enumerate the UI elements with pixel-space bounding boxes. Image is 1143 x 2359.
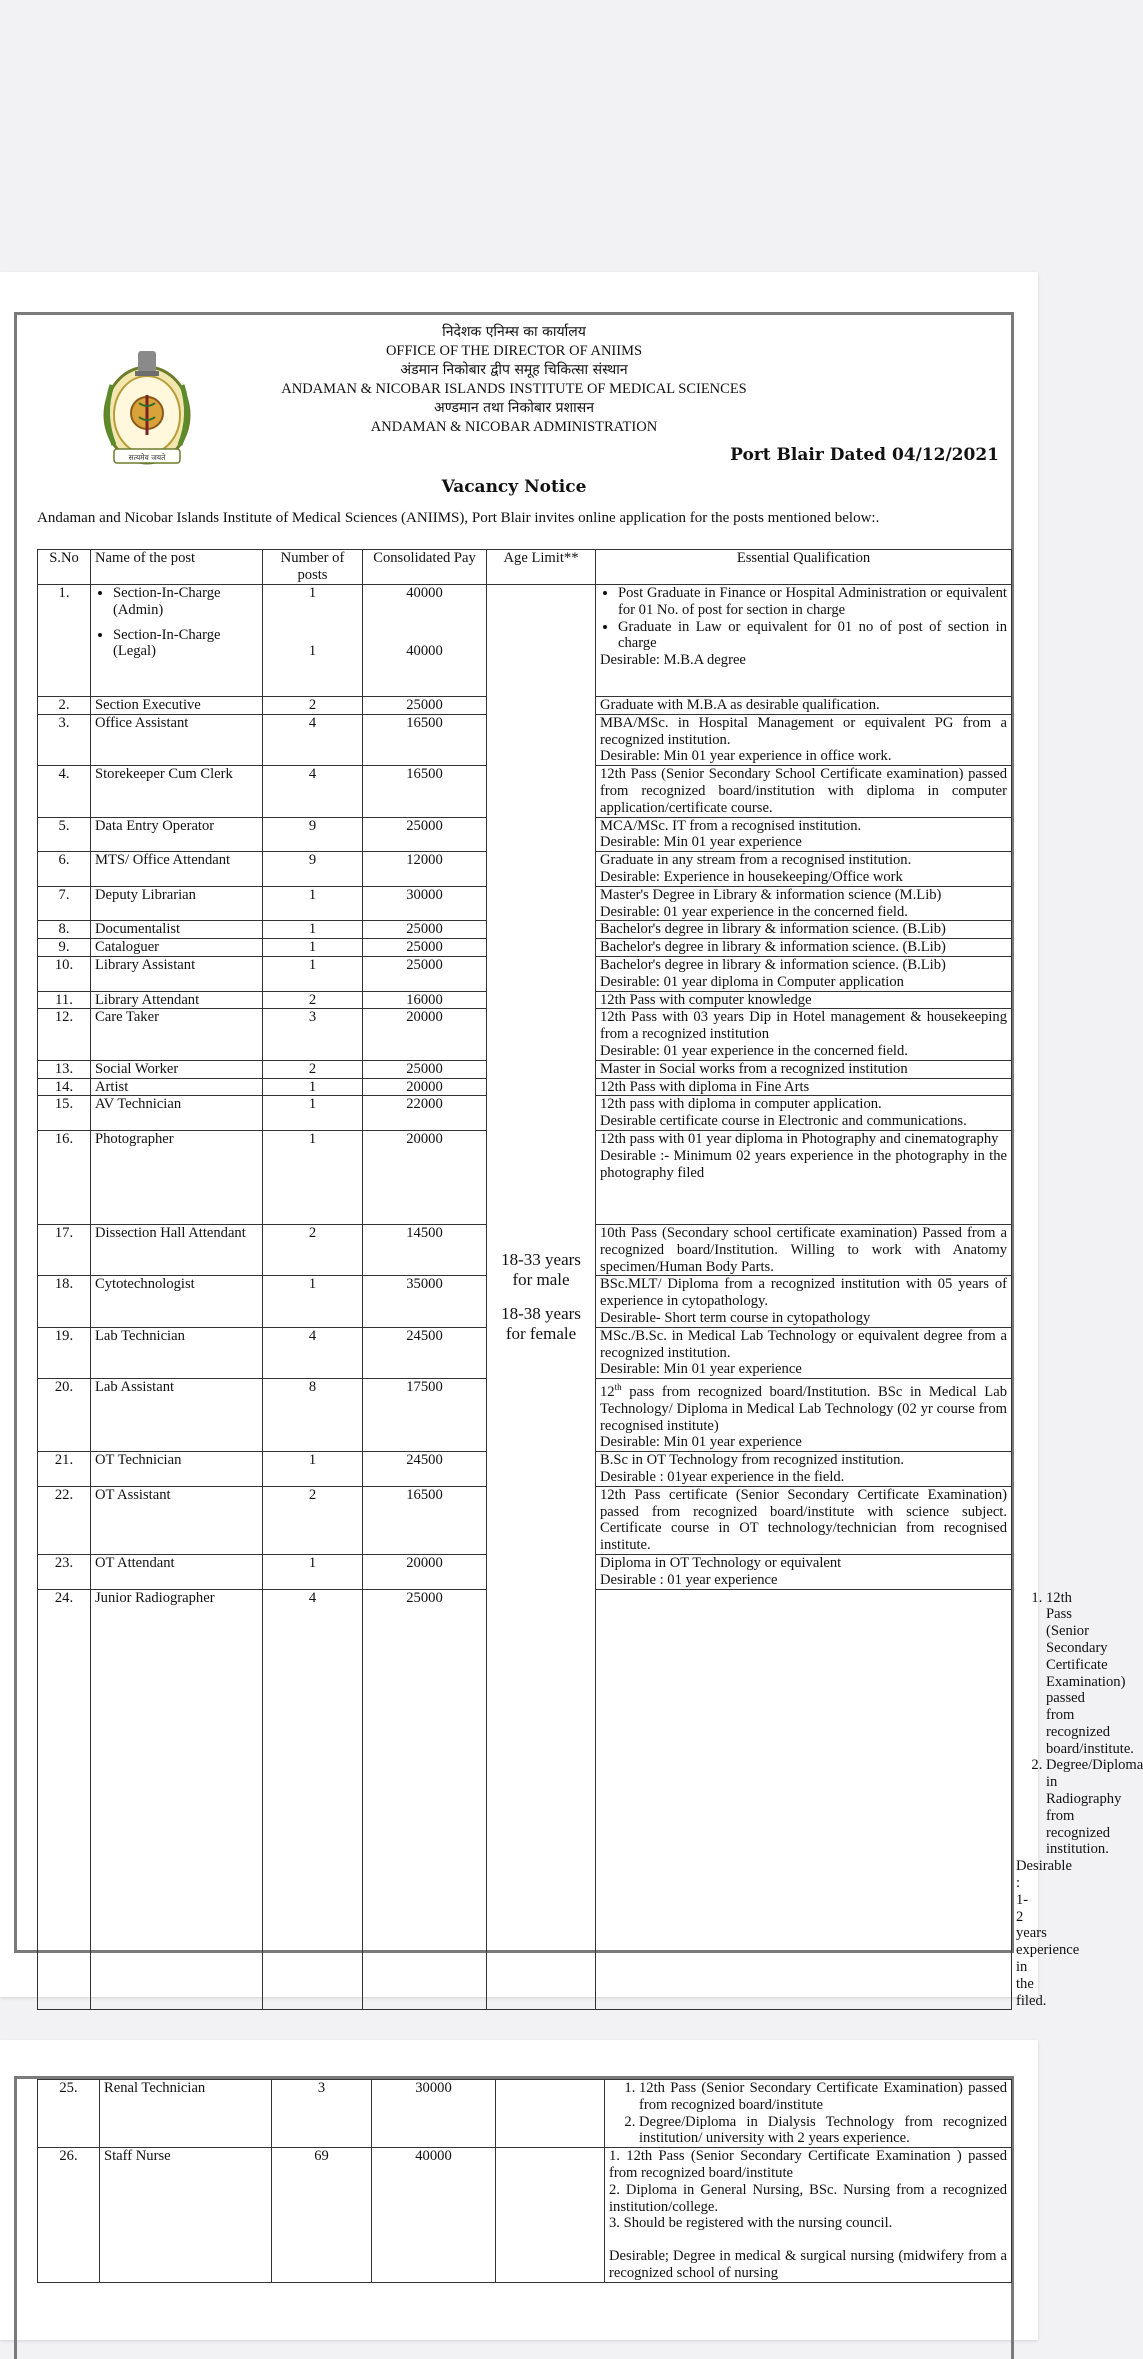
cell-pay: 20000	[363, 1009, 487, 1060]
cell-sno: 19.	[38, 1327, 91, 1378]
qualification-number: 12	[600, 1383, 615, 1400]
date-line: Port Blair Dated 04/12/2021	[730, 445, 999, 465]
cell-number: 2	[263, 697, 363, 715]
administration-hindi: अण्डमान तथा निकोबार प्रशासन	[434, 400, 594, 416]
cell-qualification: Graduate with M.B.A as desirable qualification.	[596, 697, 1012, 715]
qualification-text: Desirable certificate course in Electronic and communications.	[600, 1113, 967, 1130]
cell-pay: 20000	[363, 1554, 487, 1589]
qualification-text: 1. 12th Pass (Senior Secondary Certificate Examination) passed from recognized board/institute	[639, 2080, 1007, 2114]
cell-post: Renal Technician	[100, 2080, 272, 2148]
post-name: • Section-In-Charge (Admin)	[113, 585, 258, 619]
qualification-text: 3. Should be registered with the nursing council.	[609, 2215, 893, 2232]
cell-post: Storekeeper Cum Clerk	[91, 766, 263, 817]
cell-sno: 7.	[38, 886, 91, 921]
cell-pay: 16500	[363, 1486, 487, 1554]
cell-qualification: 12th Pass (Senior Secondary School Certificate examination) passed from recognized board/institution with diploma in computer application/certificate course.	[596, 766, 1012, 817]
table-row	[38, 2080, 1012, 2148]
cell-pay: 16500	[363, 714, 487, 765]
qualification-text: Desirable: 01 year diploma in Computer application	[600, 973, 904, 990]
cell-qualification	[596, 1276, 1012, 1327]
cell-pay: 25000	[363, 817, 487, 852]
qualification-text: Bachelor's degree in library & information science. (B.Lib)	[600, 956, 946, 973]
cell-qualification	[596, 1452, 1012, 1487]
cell-sno: 22.	[38, 1486, 91, 1554]
cell-qualification	[596, 1327, 1012, 1378]
cell-pay: 30000	[363, 886, 487, 921]
cell-qualification	[596, 817, 1012, 852]
cell-number: 1	[263, 1554, 363, 1589]
office-hindi: निदेशक एनिम्स का कार्यालय	[442, 324, 586, 340]
cell-number: 9	[263, 852, 363, 887]
cell-number: 1	[263, 1452, 363, 1487]
cell-post: Artist	[91, 1078, 263, 1096]
post-name: • Section-In-Charge (Legal)	[113, 627, 258, 661]
qualification-superscript: th	[614, 1382, 622, 1393]
cell-sno: 25.	[38, 2080, 100, 2148]
cell-sno: 3.	[38, 714, 91, 765]
qualification-text: Desirable : 01 year experience	[600, 1571, 778, 1588]
cell-pay: 25000	[363, 1589, 487, 2010]
cell-post: Section Executive	[91, 697, 263, 715]
qualification-text: pass from recognized board/Institution. BSc in Medical Lab Technology/ Diploma in Medical Lab Technology (02 yr course from recognised institute)	[600, 1383, 1007, 1434]
qualification-text: • Post Graduate in Finance or Hospital Administration or equivalent for 01 No. of post for section in charge	[618, 585, 1007, 619]
col-header-number: Number of posts	[263, 550, 363, 585]
qualification-text: Desirable- Short term course in cytopathology	[600, 1309, 871, 1326]
pay-value: 40000	[406, 585, 443, 601]
cell-pay: 25000	[363, 921, 487, 939]
cell-number: 1	[263, 886, 363, 921]
cell-number: 2	[263, 1060, 363, 1078]
cell-qualification	[596, 1554, 1012, 1589]
qualification-text: Desirable: M.B.A degree	[600, 652, 746, 669]
table-row	[38, 2148, 1012, 2283]
cell-qualification: 10th Pass (Secondary school certificate examination) Passed from a recognized board/Institution. Willing to work with Anatomy specimen/Human Body Parts.	[596, 1224, 1012, 1275]
cell-pay: 20000	[363, 1078, 487, 1096]
qualification-text: 12th pass with diploma in computer application.	[600, 1096, 882, 1113]
cell-number: 2	[263, 1486, 363, 1554]
cell-qualification	[596, 1096, 1012, 1131]
document-frame	[14, 312, 1143, 2009]
cell-qualification	[596, 886, 1012, 921]
cell-post: Dissection Hall Attendant	[91, 1224, 263, 1275]
cell-pay: 35000	[363, 1276, 487, 1327]
cell-post: Deputy Librarian	[91, 886, 263, 921]
cell-number: 1	[263, 1078, 363, 1096]
cell-post: OT Technician	[91, 1452, 263, 1487]
cell-post: Lab Technician	[91, 1327, 263, 1378]
cell-post: OT Attendant	[91, 1554, 263, 1589]
pay-value: 40000	[406, 642, 443, 659]
qualification-text: B.Sc in OT Technology from recognized institution.	[600, 1452, 905, 1469]
cell-post	[91, 585, 263, 697]
cell-post: Photographer	[91, 1130, 263, 1224]
cell-qualification: Bachelor's degree in library & information science. (B.Lib)	[596, 939, 1012, 957]
cell-qualification	[596, 956, 1012, 991]
cell-number: 1	[263, 1130, 363, 1224]
cell-qualification: Master in Social works from a recognized institution	[596, 1060, 1012, 1078]
cell-pay	[363, 585, 487, 697]
cell-sno: 6.	[38, 852, 91, 887]
cell-number: 1	[263, 1096, 363, 1131]
qualification-text: Desirable : 01year experience in the field.	[600, 1468, 845, 1485]
cell-number: 3	[272, 2080, 372, 2148]
office-english: OFFICE OF THE DIRECTOR OF ANIIMS	[385, 343, 643, 359]
cell-number: 2	[263, 991, 363, 1009]
cell-pay: 24500	[363, 1327, 487, 1378]
cell-sno: 18.	[38, 1276, 91, 1327]
notice-title: Vacancy Notice	[441, 477, 587, 497]
cell-pay: 30000	[372, 2080, 496, 2148]
cell-pay: 25000	[363, 956, 487, 991]
cell-pay: 16000	[363, 991, 487, 1009]
cell-sno: 20.	[38, 1379, 91, 1452]
page-2	[0, 2040, 1038, 2340]
cell-post: AV Technician	[91, 1096, 263, 1131]
cell-qualification	[596, 585, 1012, 697]
cell-sno: 15.	[38, 1096, 91, 1131]
institute-hindi: अंडमान निकोबार द्वीप समूह चिकित्सा संस्थान	[400, 362, 628, 378]
age-female: 18-38 years for female	[501, 1304, 581, 1344]
qualification-text: Desirable :- Minimum 02 years experience in the photography in the photography filed	[600, 1147, 1007, 1181]
cell-post: Care Taker	[91, 1009, 263, 1060]
cell-number: 4	[263, 1327, 363, 1378]
qualification-text: Desirable: Min 01 year experience in office work.	[600, 748, 892, 765]
cell-pay: 12000	[363, 852, 487, 887]
cell-number: 3	[263, 1009, 363, 1060]
cell-post: Junior Radiographer	[91, 1589, 263, 2010]
post-count: 1	[308, 585, 317, 601]
cell-number: 1	[263, 921, 363, 939]
col-header-sno: S.No	[38, 550, 91, 585]
cell-qualification: Bachelor's degree in library & information science. (B.Lib)	[596, 921, 1012, 939]
cell-post: Library Assistant	[91, 956, 263, 991]
administration-english: ANDAMAN & NICOBAR ADMINISTRATION	[370, 419, 658, 435]
cell-pay: 16500	[363, 766, 487, 817]
cell-sno: 21.	[38, 1452, 91, 1487]
cell-sno: 4.	[38, 766, 91, 817]
letterhead	[17, 323, 1011, 437]
intro-paragraph: Andaman and Nicobar Islands Institute of Medical Sciences (ANIIMS), Port Blair invites online application for the posts mentioned below:.	[37, 510, 880, 526]
document-frame	[14, 2076, 1014, 2359]
cell-pay: 22000	[363, 1096, 487, 1131]
cell-post: Office Assistant	[91, 714, 263, 765]
cell-number: 2	[263, 1224, 363, 1275]
qualification-text: BSc.MLT/ Diploma from a recognized institution with 05 years of experience in cytopathology.	[600, 1276, 1007, 1310]
col-header-qualification: Essential Qualification	[596, 550, 1012, 585]
qualification-text: 2. Diploma in General Nursing, BSc. Nursing from a recognized institution/college.	[609, 2181, 1007, 2215]
qualification-text: Desirable: Min 01 year experience	[600, 1361, 802, 1378]
cell-sno: 14.	[38, 1078, 91, 1096]
cell-post: Documentalist	[91, 921, 263, 939]
cell-sno: 5.	[38, 817, 91, 852]
logo-motto: सत्यमेव जयते	[128, 453, 166, 462]
qualification-text: Graduate in any stream from a recognised institution.	[600, 852, 912, 869]
qualification-text: Desirable: Experience in housekeeping/Office work	[600, 868, 903, 885]
cell-post: Data Entry Operator	[91, 817, 263, 852]
cell-sno: 11.	[38, 991, 91, 1009]
cell-number: 4	[263, 1589, 363, 2010]
cell-post: MTS/ Office Attendant	[91, 852, 263, 887]
cell-pay: 17500	[363, 1379, 487, 1452]
cell-qualification	[596, 1009, 1012, 1060]
qualification-text: MBA/MSc. in Hospital Management or equivalent PG from a recognized institution.	[600, 714, 1007, 748]
cell-qualification	[605, 2080, 1012, 2148]
vacancy-table	[37, 549, 1143, 2010]
table-row: 24. Junior Radiographer 4 25000 12th Pass (Senior Secondary Certificate Examination) passed from recognized board/institute. Degree/Diploma in Radiography from recognized institution. Desirable : 1-2 years experience in the filed.	[38, 1589, 1012, 2010]
cell-sno: 13.	[38, 1060, 91, 1078]
cell-number	[263, 585, 363, 697]
cell-number: 1	[263, 1276, 363, 1327]
qualification-text: MCA/MSc. IT from a recognised institution.	[600, 817, 862, 834]
cell-sno: 26.	[38, 2148, 100, 2283]
cell-sno: 1.	[38, 585, 91, 697]
cell-sno: 16.	[38, 1130, 91, 1224]
cell-qualification	[596, 852, 1012, 887]
cell-number: 8	[263, 1379, 363, 1452]
page-1	[0, 272, 1143, 2009]
cell-pay: 25000	[363, 697, 487, 715]
table-row	[38, 585, 1012, 697]
qualification-text: 12th Pass with 03 years Dip in Hotel management & housekeeping from a recognized institution	[600, 1009, 1007, 1043]
cell-qualification	[596, 1379, 1012, 1452]
cell-pay: 25000	[363, 939, 487, 957]
cell-sno: 2.	[38, 697, 91, 715]
cell-sno: 12.	[38, 1009, 91, 1060]
cell-pay: 24500	[363, 1452, 487, 1487]
cell-post: Library Attendant	[91, 991, 263, 1009]
cell-qualification	[596, 714, 1012, 765]
cell-number: 4	[263, 766, 363, 817]
cell-post: Staff Nurse	[100, 2148, 272, 2283]
qualification-text: Master's Degree in Library & information science (M.Lib)	[600, 886, 942, 903]
cell-post: Lab Assistant	[91, 1379, 263, 1452]
vacancy-table-continued	[37, 2079, 1012, 2283]
age-male: 18-33 years for male	[501, 1250, 581, 1290]
qualification-text: Desirable: Min 01 year experience	[600, 1434, 802, 1451]
cell-number: 9	[263, 817, 363, 852]
qualification-text: MSc./B.Sc. in Medical Lab Technology or equivalent degree from a recognized institution.	[600, 1327, 1007, 1361]
cell-number: 1	[263, 956, 363, 991]
cell-number: 1	[263, 939, 363, 957]
cell-age-empty	[496, 2080, 605, 2148]
cell-sno: 10.	[38, 956, 91, 991]
cell-age-empty	[596, 1589, 1012, 2010]
cell-qualification: 12th Pass with diploma in Fine Arts	[596, 1078, 1012, 1096]
cell-sno: 8.	[38, 921, 91, 939]
cell-post: OT Assistant	[91, 1486, 263, 1554]
institute-english: ANDAMAN & NICOBAR ISLANDS INSTITUTE OF MEDICAL SCIENCES	[281, 381, 747, 397]
table-header-row	[38, 550, 1012, 585]
cell-pay: 20000	[363, 1130, 487, 1224]
cell-number: 69	[272, 2148, 372, 2283]
cell-qualification	[605, 2148, 1012, 2283]
cell-qualification: 12th Pass with computer knowledge	[596, 991, 1012, 1009]
qualification-text: 2. Degree/Diploma in Dialysis Technology from recognized institution/ university with 2 years experience.	[639, 2114, 1007, 2148]
cell-sno: 24.	[38, 1589, 91, 2010]
cell-pay: 25000	[363, 1060, 487, 1078]
qualification-text: Diploma in OT Technology or equivalent	[600, 1554, 842, 1571]
cell-qualification: 12th Pass certificate (Senior Secondary Certificate Examination) passed from recognized board/institute with science subject. Certificate course in OT technology/technician from recognised institute.	[596, 1486, 1012, 1554]
cell-age-limit	[487, 585, 596, 2010]
cell-sno: 17.	[38, 1224, 91, 1275]
cell-qualification	[596, 1130, 1012, 1224]
col-header-pay: Consolidated Pay	[363, 550, 487, 585]
qualification-text: 12th pass with 01 year diploma in Photography and cinematography	[600, 1130, 999, 1147]
cell-sno: 23.	[38, 1554, 91, 1589]
qualification-text: Desirable: Min 01 year experience	[600, 834, 802, 851]
cell-age-empty	[496, 2148, 605, 2283]
qualification-text: 1. 12th Pass (Senior Secondary Certificate Examination ) passed from recognized board/institute	[609, 2148, 1007, 2181]
col-header-age: Age Limit**	[487, 550, 596, 585]
cell-post: Social Worker	[91, 1060, 263, 1078]
cell-number: 4	[263, 714, 363, 765]
col-header-post: Name of the post	[91, 550, 263, 585]
qualification-text: Desirable: 01 year experience in the concerned field.	[600, 903, 908, 920]
qualification-text	[600, 1379, 1007, 1434]
qualification-text: • Graduate in Law or equivalent for 01 no of post of section in charge	[618, 619, 1007, 653]
cell-sno: 9.	[38, 939, 91, 957]
post-count: 1	[308, 642, 317, 659]
qualification-text: Desirable; Degree in medical & surgical nursing (midwifery from a recognized school of nursing	[609, 2248, 1007, 2281]
qualification-text: Desirable: 01 year experience in the concerned field.	[600, 1042, 908, 1059]
cell-post: Cataloguer	[91, 939, 263, 957]
cell-pay: 14500	[363, 1224, 487, 1275]
cell-post: Cytotechnologist	[91, 1276, 263, 1327]
cell-pay: 40000	[372, 2148, 496, 2283]
